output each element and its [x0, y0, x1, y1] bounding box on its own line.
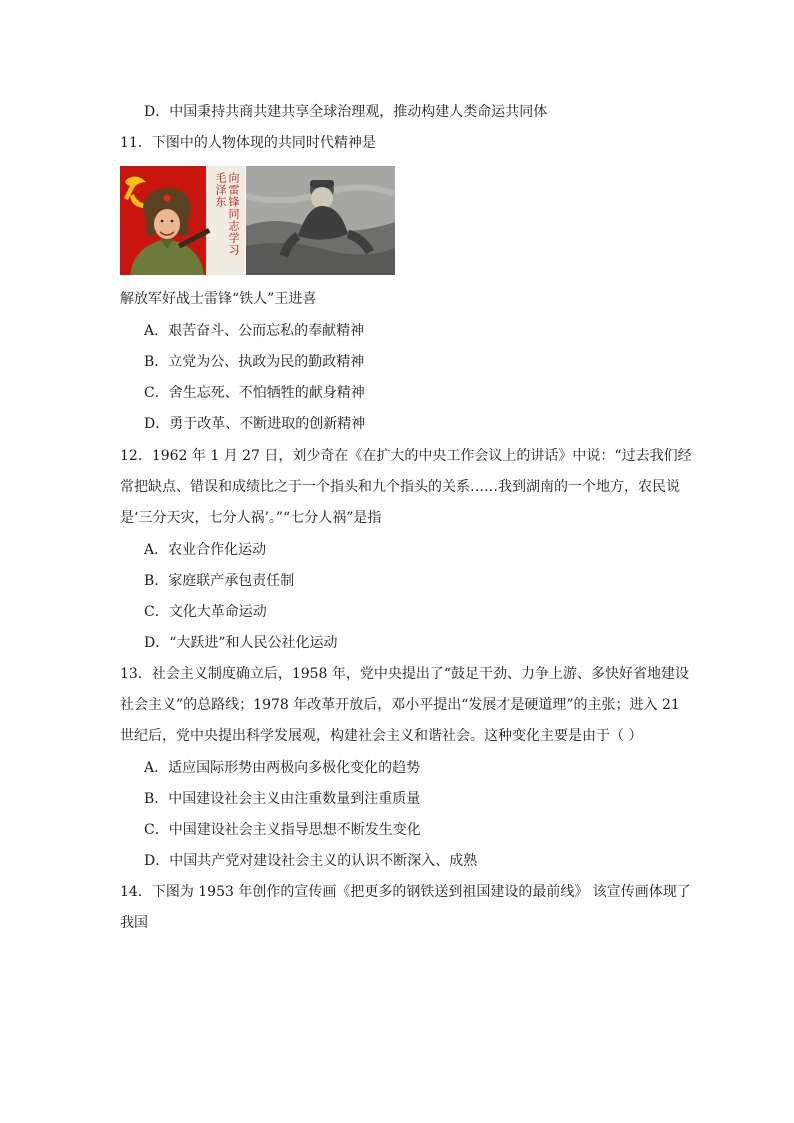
- q11-stem: 11．下图中的人物体现的共同时代精神是: [120, 135, 376, 151]
- q11-option-d: D．勇于改革、不断进取的创新精神: [144, 416, 366, 432]
- q13-option-d: D．中国共产党对建设社会主义的认识不断深入、成熟: [144, 853, 478, 869]
- q11-option-c: C．舍生忘死、不怕牺牲的献身精神: [144, 385, 365, 401]
- q12-option-b: B．家庭联产承包责任制: [144, 573, 295, 589]
- q12-option-a: A．农业合作化运动: [144, 542, 267, 558]
- q13-option-c: C．中国建设社会主义指导思想不断发生变化: [144, 822, 421, 838]
- q12-option-d: D．“大跃进”和人民公社化运动: [144, 635, 338, 651]
- q12-stem-line-3: 是‘三分天灾，七分人祸’。”“七分人祸”是指: [120, 510, 382, 526]
- lei-feng-calligraphy: 向雷锋同志学习 毛泽东: [214, 172, 240, 256]
- q13-option-b: B．中国建设社会主义由注重数量到注重质量: [144, 791, 421, 807]
- q10-option-d: D．中国秉持共商共建共享全球治理观，推动构建人类命运共同体: [144, 104, 548, 120]
- q13-option-a: A．适应国际形势由两极向多极化变化的趋势: [144, 760, 421, 776]
- wang-jinxi-photo: [246, 166, 395, 275]
- q12-option-c: C．文化大革命运动: [144, 604, 267, 620]
- q14-stem-line-1: 14．下图为 1953 年创作的宣传画《把更多的钢铁送到祖国建设的最前线》 该宣传画体现了: [120, 884, 691, 900]
- q11-option-b: B．立党为公、执政为民的勤政精神: [144, 354, 365, 370]
- q13-stem-line-3: 世纪后，党中央提出科学发展观，构建社会主义和谐社会。这种变化主要是由于（ ）: [120, 728, 643, 744]
- lei-feng-photo: [120, 166, 245, 275]
- q13-stem-line-2: 社会主义”的总路线；1978 年改革开放后，邓小平提出“发展才是硬道理”的主张；进入 21: [120, 697, 680, 713]
- q13-stem-line-1: 13．社会主义制度确立后，1958 年，党中央提出了“鼓足干劲、力争上游、多快好省地建设: [120, 666, 690, 682]
- q12-stem-line-1: 12．1962 年 1 月 27 日，刘少奇在《在扩大的中央工作会议上的讲话》中说：“过去我们经: [120, 448, 692, 464]
- q11-photo-caption: 解放军好战士雷锋“铁人”王进喜: [120, 291, 317, 307]
- q12-stem-line-2: 常把缺点、错误和成绩比之于一个指头和九个指头的关系……我到湖南的一个地方，农民说: [120, 479, 680, 495]
- q11-option-a: A．艰苦奋斗、公而忘私的奉献精神: [144, 323, 365, 339]
- q14-stem-line-2: 我国: [120, 915, 148, 931]
